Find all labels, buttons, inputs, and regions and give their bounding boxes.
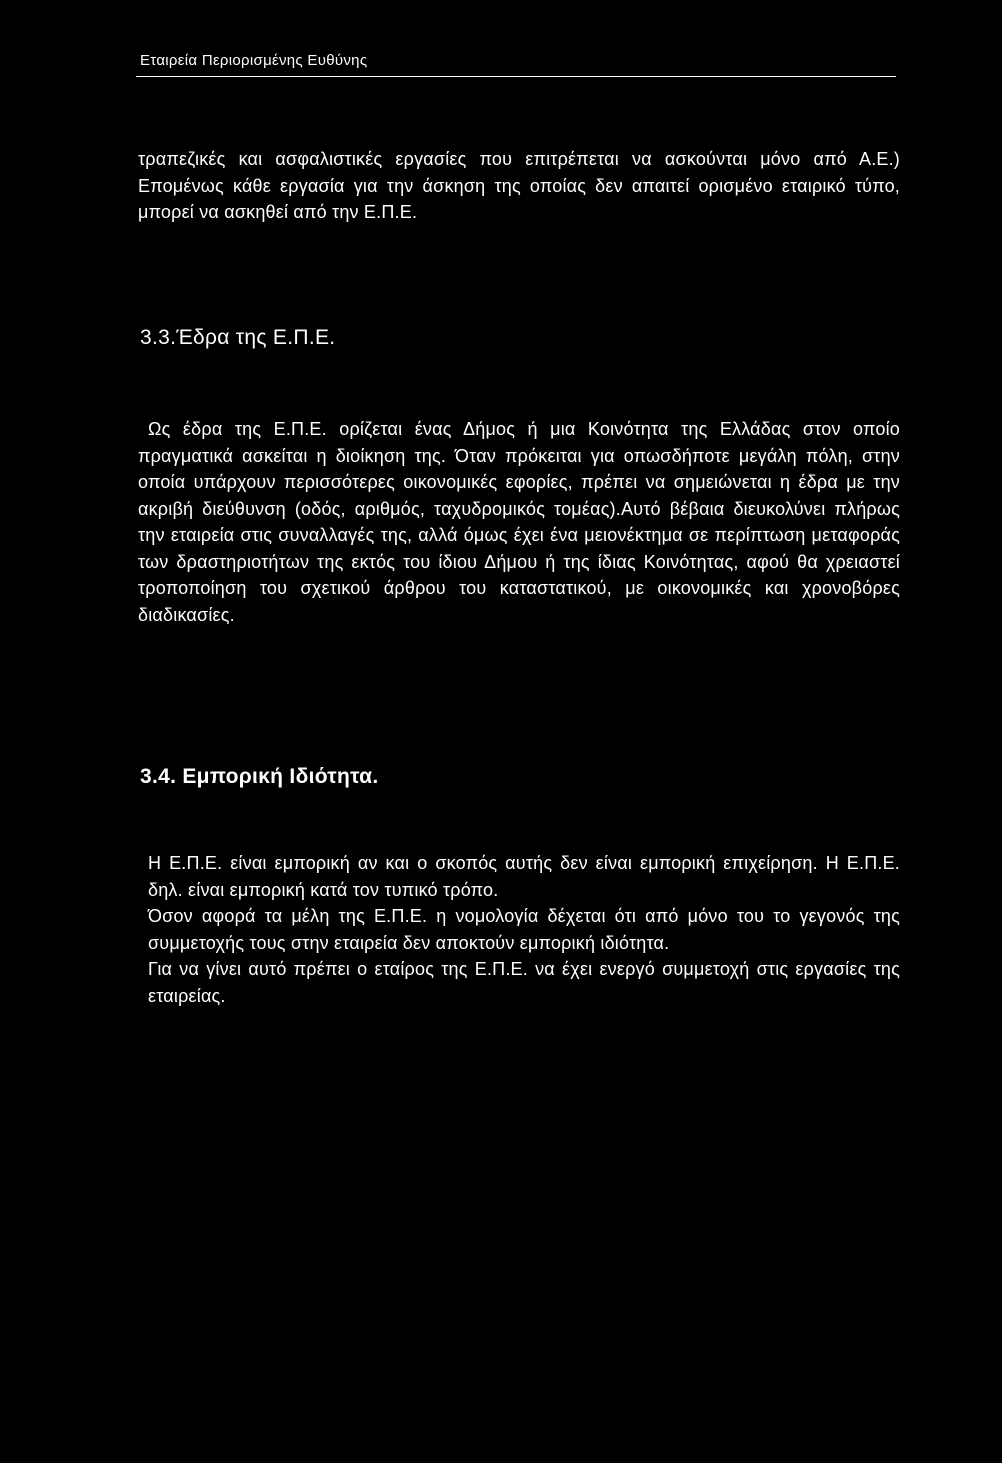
section-3-3-paragraph: Ως έδρα της Ε.Π.Ε. ορίζεται ένας Δήμος ή μια Κοινότητα της Ελλάδας στον οποίο πραγματικά ασκείται η διοίκηση της. Όταν πρόκειται για οπωσδήποτε μεγάλη πόλη, στην οποία υπάρχουν περισσότερες οικονομικές εφορίες, πρέπει να σημειώνεται η έδρα με την ακριβή διεύθυνση (οδός, αριθμός, ταχυδρομικός τομέας).Αυτό βέβαια διευκολύνει πλήρως την εταιρεία στις συναλλαγές της, αλλά όμως έχει ένα μειονέκτημα σε περίπτωση μεταφοράς των δραστηριοτήτων της εκτός του ίδιου Δήμου ή της ίδιας Κοινότητας, αφού θα χρειαστεί τροποποίηση του σχετικού άρθρου του καταστατικού, με οικονομικές και χρονοβόρες διαδικασίες. — [138, 419, 900, 625]
intro-text: τραπεζικές και ασφαλιστικές εργασίες που επιτρέπεται να ασκούνται μόνο από Α.Ε.) Επομένως κάθε εργασία για την άσκηση της οποίας δεν απαιτεί ορισμένο εταιρικό τύπο, μπορεί να ασκηθεί από την Ε.Π.Ε. — [138, 149, 900, 222]
section-3-4-paragraph-3: Για να γίνει αυτό πρέπει ο εταίρος της Ε.Π.Ε. να έχει ενεργό συμμετοχή στις εργασίες της εταιρείας. — [148, 959, 900, 1006]
section-3-4-paragraph-1: Η Ε.Π.Ε. είναι εμπορική αν και ο σκοπός αυτής δεν είναι εμπορική επιχείρηση. Η Ε.Π.Ε. δηλ. είναι εμπορική κατά τον τυπικό τρόπο. — [148, 853, 900, 900]
intro-paragraph — [138, 146, 900, 226]
section-heading-3-3: 3.3.Έδρα της Ε.Π.Ε. — [140, 326, 336, 349]
section-heading-3-4: 3.4. Εμπορική Ιδιότητα. — [140, 765, 379, 788]
section-3-4-paragraph-2: Όσον αφορά τα μέλη της Ε.Π.Ε. η νομολογία δέχεται ότι από μόνο του το γεγονός της συμμετοχής τους στην εταιρεία δεν αποκτούν εμπορική ιδιότητα. — [148, 906, 900, 953]
section-3-3-body — [138, 416, 900, 628]
running-header: Εταιρεία Περιορισμένης Ευθύνης — [140, 52, 368, 69]
section-3-4-body — [148, 850, 900, 1009]
header-rule — [136, 76, 896, 77]
